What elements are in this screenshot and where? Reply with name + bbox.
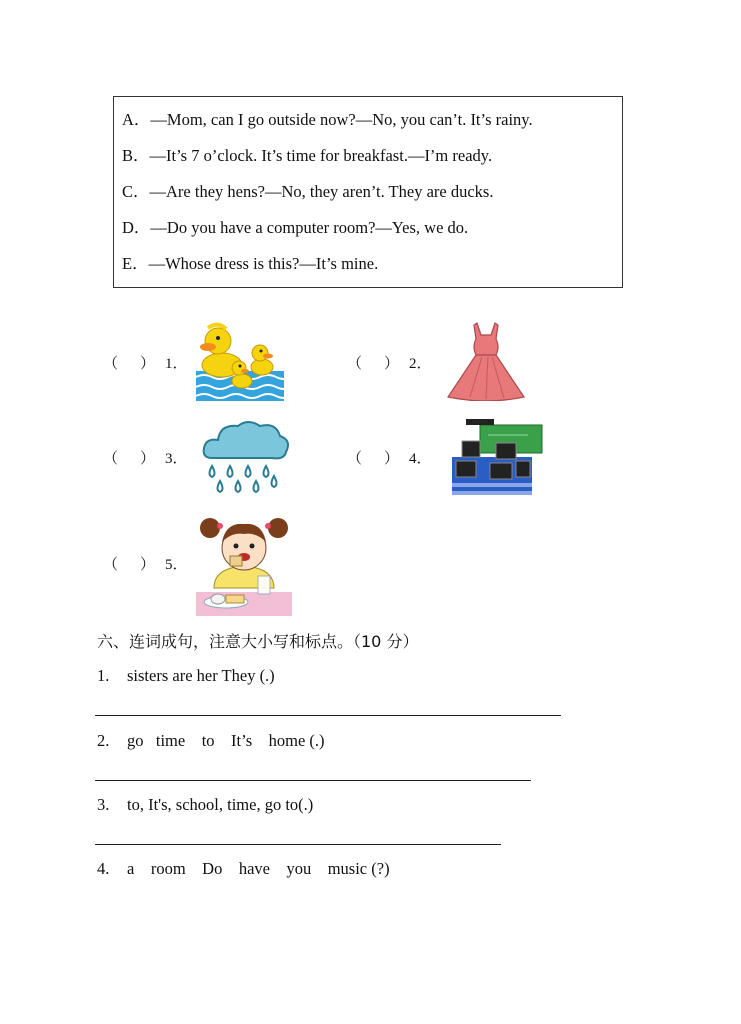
question-5 [103,553,188,574]
option-c: C．—Are they hens?—No, they aren’t. They are ducks. [122,182,494,201]
section-title: 六、连词成句，注意大小写和标点。（10 分） [97,632,419,651]
sentence-item-1: 1. sisters are her They (.) [97,666,275,685]
option-d: D．—Do you have a computer room?—Yes, we do. [122,218,469,237]
option-b: B．—It’s 7 o’clock. It’s time for breakfast.—I’m ready. [122,146,493,165]
question-2 [347,352,432,373]
answer-blank[interactable]: （ ） [103,557,156,573]
question-3 [103,447,188,468]
answer-line[interactable] [95,715,561,716]
answer-blank[interactable]: （ ） [103,356,156,372]
answer-line[interactable] [95,844,501,845]
computer-room-icon [452,417,544,497]
sentence-item-2: 2. go time to It’s home (.) [97,731,325,750]
sentence-item-3: 3. to, It's, school, time, go to(.) [97,795,314,814]
question-number: 4． [409,451,432,467]
options-box [113,96,623,288]
option-e: E．—Whose dress is this?—It’s mine. [122,254,379,273]
question-4 [347,447,432,468]
question-number: 1． [165,356,188,372]
answer-line[interactable] [95,780,531,781]
option-a: A．—Mom, can I go outside now?—No, you can’t. It’s rainy. [122,110,533,129]
answer-blank[interactable]: （ ） [103,451,156,467]
dress-icon [446,321,526,401]
answer-blank[interactable]: （ ） [347,356,400,372]
question-number: 3． [165,451,188,467]
sentence-item-4: 4. a room Do have you music (?) [97,859,390,878]
question-number: 2． [409,356,432,372]
girl-eating-breakfast-icon [196,512,292,616]
answer-blank[interactable]: （ ） [347,451,400,467]
ducks-icon [196,321,284,401]
question-number: 5． [165,557,188,573]
question-1 [103,352,188,373]
rain-cloud-icon [200,418,292,498]
